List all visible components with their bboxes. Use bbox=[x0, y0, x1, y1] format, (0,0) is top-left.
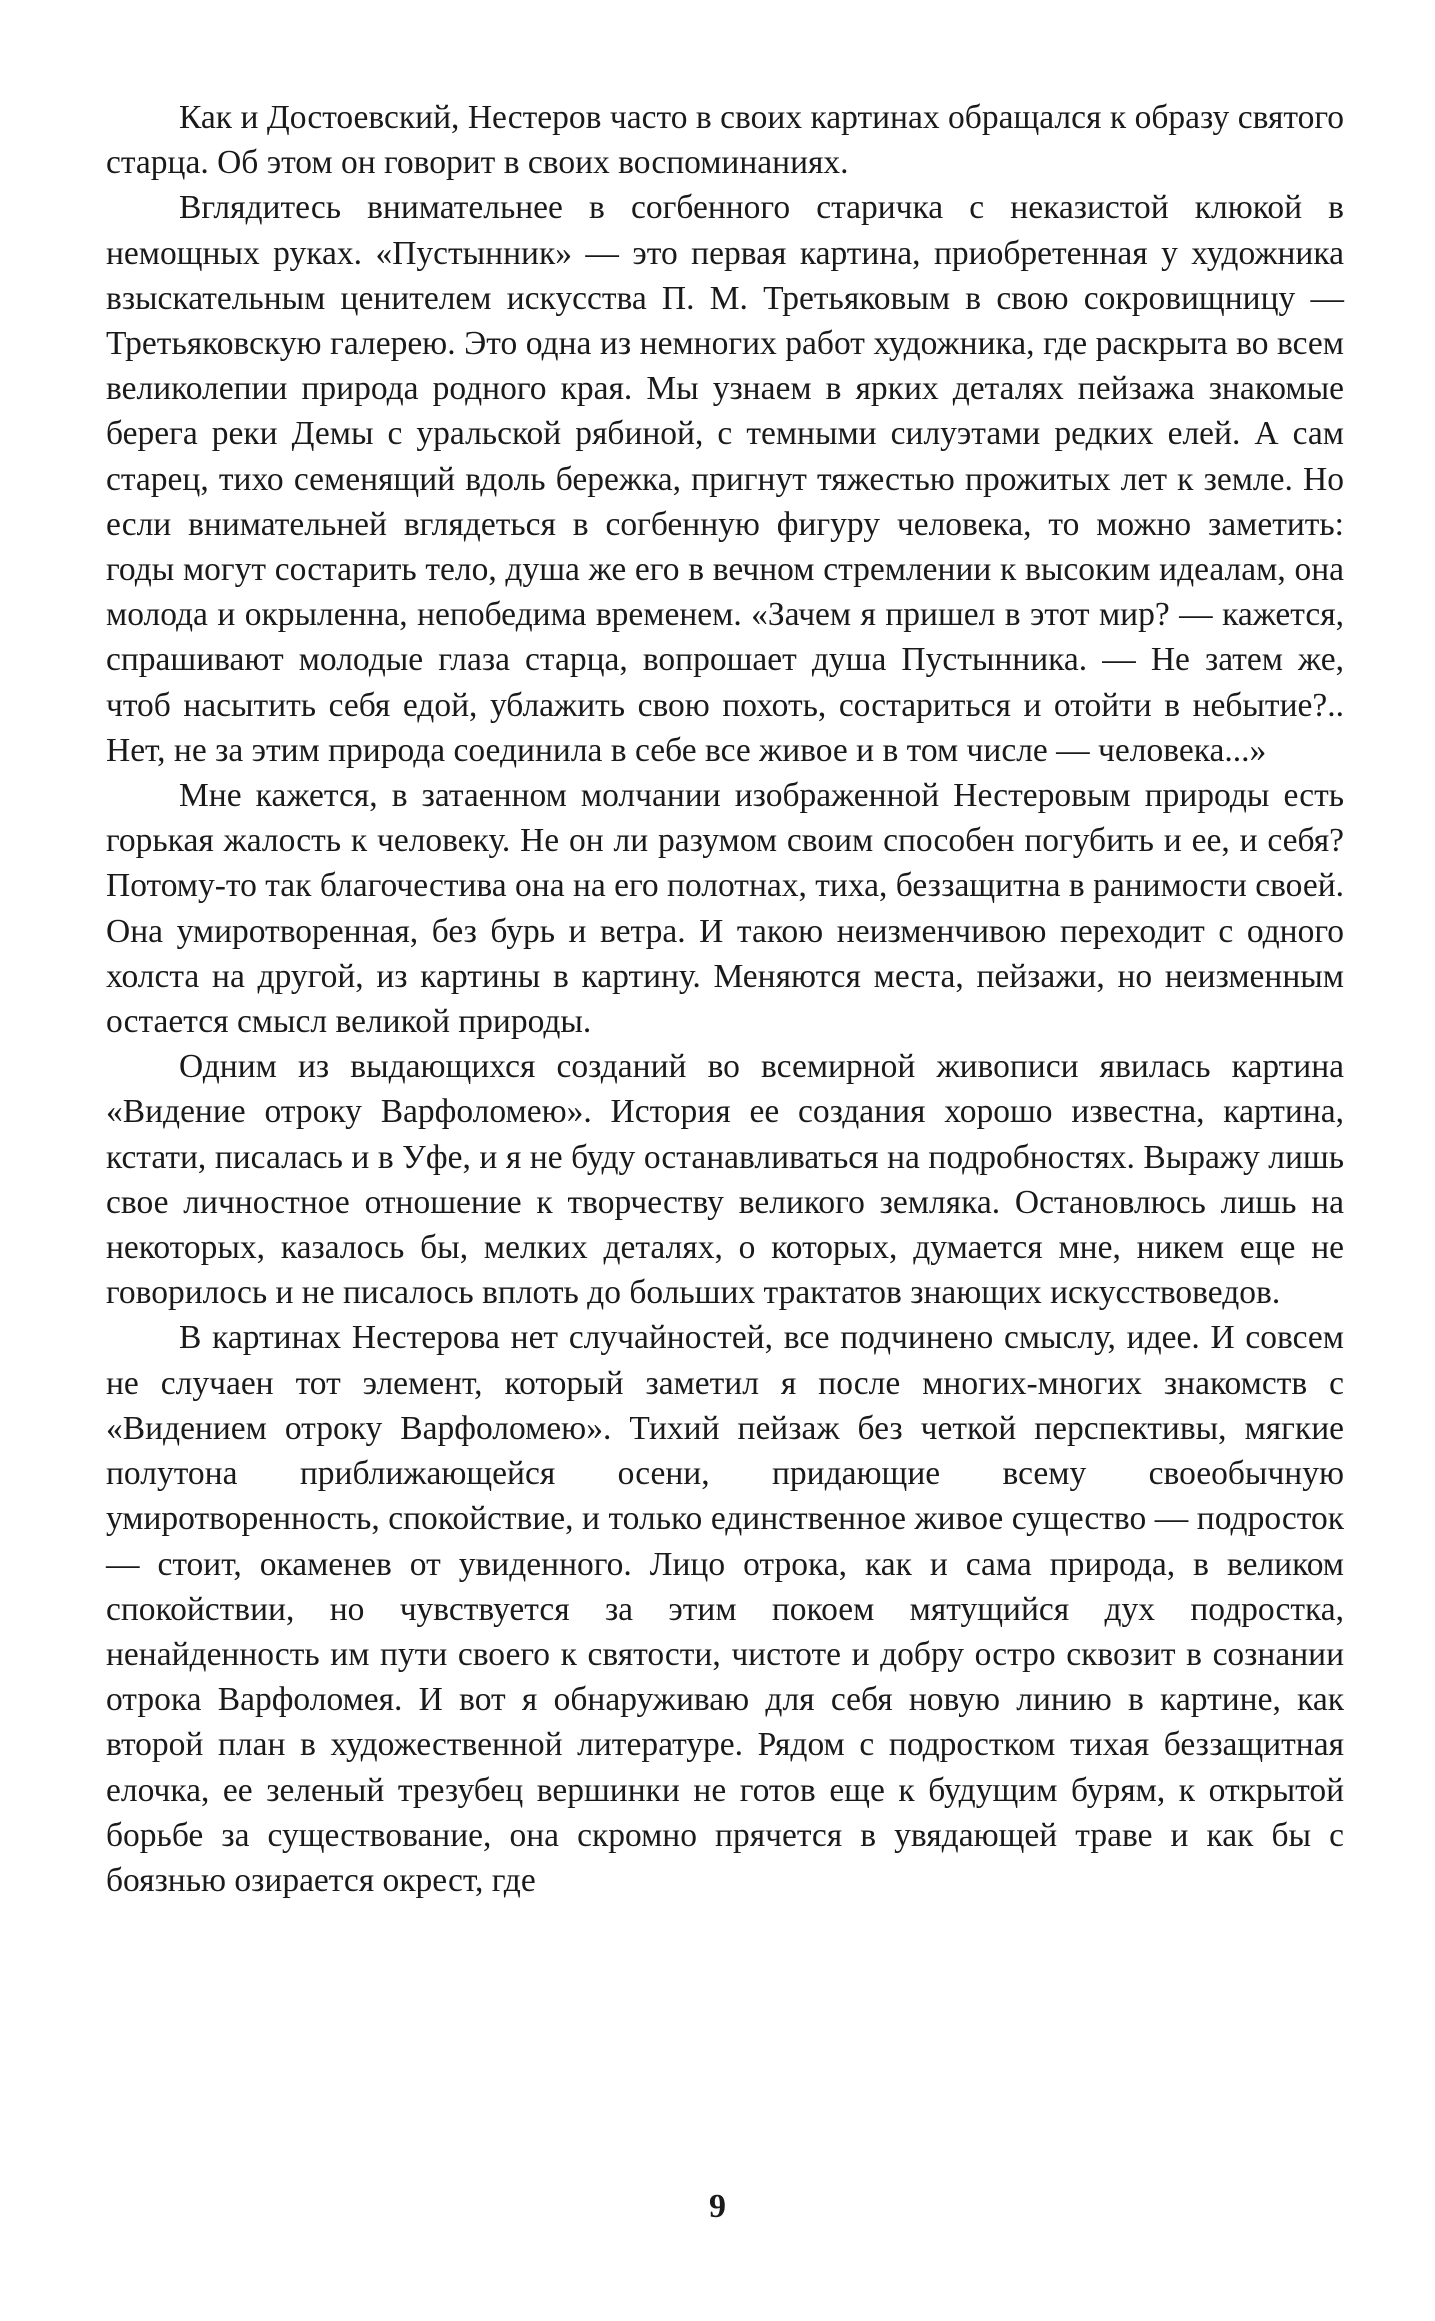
paragraph-3: Мне кажется, в затаенном молчании изображенной Нестеровым природы есть горькая жалость к человеку. Не он ли разумом своим способен погубить и ее, и себя? Потому-то так благочестива она на его полотнах, тиха, беззащитна в ранимости своей. Она умиротворенная, без бурь и ветра. И такою неизменчивою переходит с одного холста на другой, из картины в картину. Меняются места, пейзажи, но неизменным остается смысл великой природы. bbox=[106, 777, 1344, 1041]
paragraph-1: Как и Достоевский, Нестеров часто в своих картинах обращался к образу святого старца. Об этом он говорит в своих воспоминаниях. bbox=[106, 99, 1344, 182]
page-body bbox=[106, 95, 1344, 1903]
page-number: 9 bbox=[709, 2188, 726, 2225]
paragraph-5: В картинах Нестерова нет случайностей, все подчинено смыслу, идее. И совсем не случаен тот элемент, который заметил я после многих-многих знакомств с «Видением отроку Варфоломею». Тихий пейзаж без четкой перспективы, мягкие полутона приближающейся осени, придающие всему своеобычную умиротворенность, спокойствие, и только единственное живое существо — подросток — стоит, окаменев от увиденного. Лицо отрока, как и сама природа, в великом спокойствии, но чувствуется за этим покоем мятущийся дух подростка, ненайденность им пути своего к святости, чистоте и добру остро сквозит в сознании отрока Варфоломея. И вот я обнаруживаю для себя новую линию в картине, как второй план в художественной литературе. Рядом с подростком тихая беззащитная елочка, ее зеленый трезубец вершинки не готов еще к будущим бурям, к открытой борьбе за существование, она скромно прячется в увядающей траве и как бы с боязнью озирается окрест, где bbox=[106, 1319, 1344, 1899]
paragraph-4: Одним из выдающихся созданий во всемирной живописи явилась картина «Видение отроку Варфоломею». История ее создания хорошо известна, картина, кстати, писалась и в Уфе, и я не буду останавливаться на подробностях. Выражу лишь свое личностное отношение к творчеству великого земляка. Остановлюсь лишь на некоторых, казалось бы, мелких деталях, о которых, думается мне, никем еще не говорилось и не писалось вплоть до больших трактатов знающих искусствоведов. bbox=[106, 1048, 1344, 1312]
paragraph-2: Вглядитесь внимательнее в согбенного старичка с неказистой клюкой в немощных руках. «Пустынник» — это первая картина, приобретенная у художника взыскательным ценителем искусства П. М. Третьяковым в свою сокровищницу — Третьяковскую галерею. Это одна из немногих работ художника, где раскрыта во всем великолепии природа родного края. Мы узнаем в ярких деталях пейзажа знакомые берега реки Демы с уральской рябиной, с темными силуэтами редких елей. А сам старец, тихо семенящий вдоль бережка, пригнут тяжестью прожитых лет к земле. Но если внимательней вглядеться в согбенную фигуру человека, то можно заметить: годы могут состарить тело, душа же его в вечном стремлении к высоким идеалам, она молода и окрыленна, непобедима временем. «Зачем я пришел в этот мир? — кажется, спрашивают молодые глаза старца, вопрошает душа Пустынника. — Не затем же, чтоб насытить себя едой, ублажить свою похоть, состариться и отойти в небытие?.. Нет, не за этим природа соединила в себе все живое и в том числе — человека...» bbox=[106, 189, 1344, 769]
